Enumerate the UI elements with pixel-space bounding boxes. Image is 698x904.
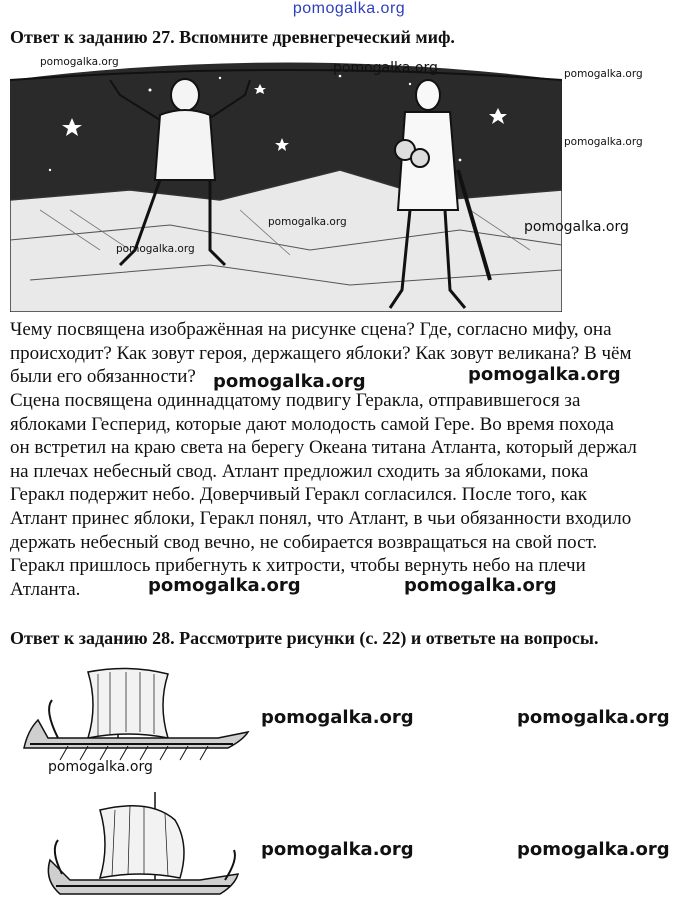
answer-line: Атлант принес яблоки, Геракл понял, что Атлант, в чьи обязанности входило [10, 507, 632, 529]
watermark: pomogalka.org [213, 371, 366, 392]
ship-1-illustration [18, 660, 250, 766]
task-27-answer [10, 389, 692, 601]
watermark: pomogalka.org [404, 575, 557, 596]
watermark: pomogalka.org [48, 759, 153, 775]
watermark: pomogalka.org [564, 136, 643, 148]
task-27-heading: Ответ к заданию 27. Вспомните древнегреческий миф. [10, 27, 455, 47]
answer-line: Атланта. [10, 578, 81, 600]
watermark: pomogalka.org [524, 219, 629, 235]
watermark: pomogalka.org [268, 216, 347, 228]
watermark: pomogalka.org [40, 56, 119, 68]
watermark: pomogalka.org [148, 575, 301, 596]
watermark: pomogalka.org [333, 60, 438, 76]
watermark: pomogalka.org [564, 68, 643, 80]
answer-line: на плечах небесный свод. Атлант предложил сходить за яблоками, пока [10, 460, 589, 482]
ship-2-illustration [40, 790, 240, 904]
task-28-heading: Ответ к заданию 28. Рассмотрите рисунки (с. 22) и ответьте на вопросы. [10, 628, 599, 648]
answer-line: яблоками Гесперид, которые дают молодость самой Гере. Во время похода [10, 413, 614, 435]
question-line: происходит? Как зовут героя, держащего яблоки? Как зовут великана? В чём [10, 342, 632, 364]
answer-line: он встретил на краю света на берегу Океана титана Атланта, который держал [10, 437, 637, 459]
answer-line: Геракл подержит небо. Доверчивый Геракл согласился. После того, как [10, 484, 587, 506]
answer-line: Сцена посвящена одиннадцатому подвигу Геракла, отправившегося за [10, 390, 581, 411]
watermark: pomogalka.org [517, 707, 670, 728]
watermark: pomogalka.org [517, 839, 670, 860]
question-line: были его обязанности? [10, 366, 196, 388]
site-header[interactable]: pomogalka.org [292, 0, 406, 17]
watermark: pomogalka.org [261, 839, 414, 860]
answer-line: держать небесный свод вечно, не собирается возвращаться на свой пост. [10, 531, 598, 553]
answer-line: Геракл пришлось прибегнуть к хитрости, чтобы вернуть небо на плечи [10, 555, 586, 577]
watermark: pomogalka.org [116, 243, 195, 255]
question-line: Чему посвящена изображённая на рисунке сцена? Где, согласно мифу, она [10, 319, 612, 340]
atlas-heracles-illustration [10, 50, 562, 312]
watermark: pomogalka.org [261, 707, 414, 728]
watermark: pomogalka.org [468, 364, 621, 385]
